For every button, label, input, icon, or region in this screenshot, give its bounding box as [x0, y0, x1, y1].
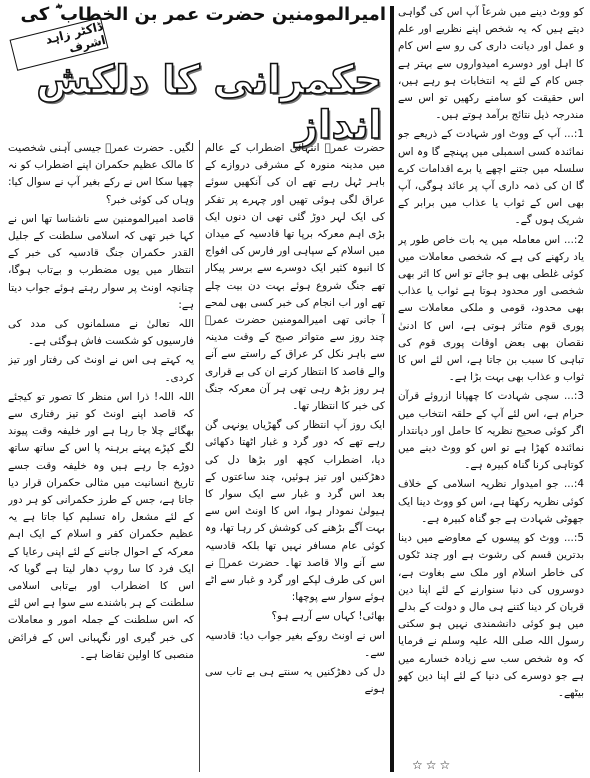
paragraph: 2:... اس معاملہ میں یہ بات خاص طور پر یاد رکھنے کی ہے کہ شخصی معاملات میں کوئی غلطی بھی ہو جائے تو اس کا اثر بھی شخصی اور محدود ہوتا ہے ثواب یا عذاب بھی محدود، قومی و ملکی معاملات سے پوری قوم متاثر ہوتی ہے، اس کا ادنیٰ نقصان بھی بعض اوقات پوری قوم کی تباہی کا سبب بن جاتا ہے، اس لئے اس کا ثواب و عذاب بھی بہت بڑا ہے۔ [398, 233, 584, 384]
middle-column [205, 140, 385, 772]
author-name: ڈاکٹر زاہد اشرف [43, 19, 108, 56]
paragraph: 3:... سچی شہادت کا چھپانا ازروئے قرآن حرام ہے، اس لئے آپ کے حلقہ انتخاب میں اگر کوئی صحیح نظریہ کا حامل اور دیانتدار نمائندہ کھڑا ہے تو اس کو ووٹ دینے میں کوتاہی کرنا گناہ کبیرہ ہے۔ [398, 390, 584, 472]
paragraph: بھائی! کہاں سے آرہے ہو؟ [271, 610, 385, 623]
footer-stars: ☆☆☆ [412, 758, 454, 772]
paragraph: اس نے اونٹ روکے بغیر جواب دیا: قادسیہ سے۔ [205, 629, 385, 659]
paragraph: دل کی دھڑکنیں یہ سنتے ہی بے تاب سی ہونے [205, 666, 385, 696]
paragraph: 5:... ووٹ کو پیسوں کے معاوضے میں دینا بدترین قسم کی رشوت ہے اور چند ٹکوں کی خاطر اسلام اور ملک سے بغاوت ہے، دوسروں کی دنیا سنوارنے کے لئے اپنا دین قربان کر دینا کتنے ہی مال و دولت کے بدلے میں ہو کوئی دانشمندی نہیں ہو سکتی رسول اللہ صلی اللہ علیہ وسلم نے فرمایا کہ وہ شخص سب سے زیادہ خسارے میں ہے جو دوسرے کی دنیا کے لئے اپنا دین کھو بیٹھے۔ [398, 532, 584, 699]
paragraph: اللہ اللہ! ذرا اس منظر کا تصور تو کیجئے کہ قاصد اپنے اونٹ کو تیز رفتاری سے بھگائے چلا جا رہا ہے اور خلیفہ وقت پیوند لگے کپڑے پہنے برہنہ پا اس کے ساتھ ساتھ دوڑے جا رہے ہیں وہ خلیفہ وقت جسے تاریخ انسانیت میں مثالی حکمران قرار دیا جاتا ہے، جس کے طرز حکمرانی کو ہر دور کے لئے مشعل راہ تسلیم کیا جاتا ہے یہ عظیم حکمران کفر و اسلام کے ایک اہم معرکہ کے احوال جاننے کے لئے اپنی رعایا کے ایک فرد کا سا روپ دھار لیتا ہے گویا کہ اس کا اضطراب اور بےتابی اسلامی سلطنت کے ہر باشندے سے سوا ہے اس لئے کہ اس سلطنت کے جملہ امور و معاملات کی خبر گیری اور نگہبانی اس کے فرائض منصبی کا اولین تقاضا ہے۔ [8, 390, 194, 661]
paragraph: حضرت عمرؓ انتہائی اضطراب کے عالم میں مدینہ منورہ کے مشرقی دروازے کے باہر ٹہل رہے تھے ان کی آنکھیں سوئے عراق لگی ہوئی تھیں اور چہرے پر تفکر کی ایک لہر دوڑ گئی تھی ان دنوں ایک بڑی اہم معرکہ برپا تھا قادسیہ کے میدان میں اسلام کے سپاہی اور فارس کی افواج کا انبوہ کثیر ایک دوسرے سے برسر پیکار تھے جنگ شروع ہوئے بہت دن بیت چلے تھے اور اب انجام کی خبر کسی بھی لمحے آ جانی تھی امیرالمومنین حضرت عمرؓ چند روز سے متواتر صبح کے وقت مدینہ سے باہر نکل کر عراق کے راستے سے آنے والے قاصد کا انتظار کرتے ان کی بے قراری ہر روز بڑھ رہی تھی ہر آن معرکہ جنگ کی خبر کا انتظار تھا۔ [205, 142, 385, 413]
paragraph: 4:... جو امیدوار نظریہ اسلامی کے خلاف کوئی نظریہ رکھتا ہے، اس کو ووٹ دینا ایک جھوٹی شہادت ہے جو گناہ کبیرہ ہے۔ [398, 478, 584, 525]
column-divider-right [390, 6, 394, 772]
paragraph: کو ووٹ دینے میں شرعاً آپ اس کی گواہی دیتے ہیں کہ یہ شخص اپنے نظریے اور علم و عمل اور دیانت داری کی رو سے اس کام کا اہل اور دوسرے امیدواروں سے بہتر ہے جس کام کے لئے یہ انتخابات ہو رہے ہیں، اس حقیقت کو سامنے رکھیں تو اس سے مندرجہ ذیل نتائج برآمد ہوتے ہیں۔ [398, 6, 584, 122]
article-title: حکمرانی کا دلکش انداز [36, 58, 382, 148]
paragraph: ایک روز آپ انتظار کی گھڑیاں یونہی گن رہے تھے کہ دور گرد و غبار اٹھتا دکھائی دیا، اضطراب کچھ اور بڑھا دل کی دھڑکنیں اور تیز ہوئیں، چند ساعتوں کے بعد اس گرد و غبار سے ایک سوار کا ہیولیٰ نمودار ہوا، اس کا اونٹ اس سے بہت آگے بڑھنے کی کوشش کر رہا تھا، وہ کوئی عام مسافر نہیں تھا بلکہ قادسیہ سے آنے والا قاصد تھا۔ حضرت عمرؓ نے اس کی طرف لپکے اور گرد و غبار سے اٹے ہوئے سوار سے پوچھا: [205, 419, 385, 604]
paragraph: اللہ تعالیٰ نے مسلمانوں کی مدد کی فارسیوں کو شکست فاش ہوگئی ہے۔ [8, 318, 194, 348]
left-column [8, 140, 194, 772]
right-column [398, 4, 584, 772]
paragraph: قاصد امیرالمومنین سے ناشناسا تھا اس نے کہا خبر تھی کہ اسلامی سلطنت کے جلیل القدر حکمران جنگ قادسیہ کی خبر کے انتظار میں یوں مضطرب و بےتاب ہوگا، چنانچہ اونٹ پر سوار رہتے ہوئے جواب دیتا ہے: [8, 212, 194, 311]
paragraph: لگیں۔ حضرت عمرؓ جیسی آہنی شخصیت کا مالک عظیم حکمران اپنے اضطراب کو نہ چھپا سکا اس نے رکے بغیر آپ نے سوال کیا: وہاں کی کوئی خبر؟ [8, 142, 194, 206]
column-divider-left [199, 140, 200, 772]
paragraph: یہ کہتے ہی اس نے اونٹ کی رفتار اور تیز کردی۔ [8, 354, 194, 384]
article-title-line: امیرالمومنین حضرت عمر بن الخطاب ؓ کی [20, 4, 386, 25]
paragraph: 1:... آپ کے ووٹ اور شہادت کے ذریعے جو نمائندہ کسی اسمبلی میں پہنچے گا وہ اس سلسلہ میں جتنے اچھے یا برے اقدامات کرے گا ان کی ذمہ داری آپ پر عائد ہوگی، آپ بھی اس کے ثواب یا عذاب میں برابر کے شریک ہوں گے۔ [398, 128, 584, 227]
